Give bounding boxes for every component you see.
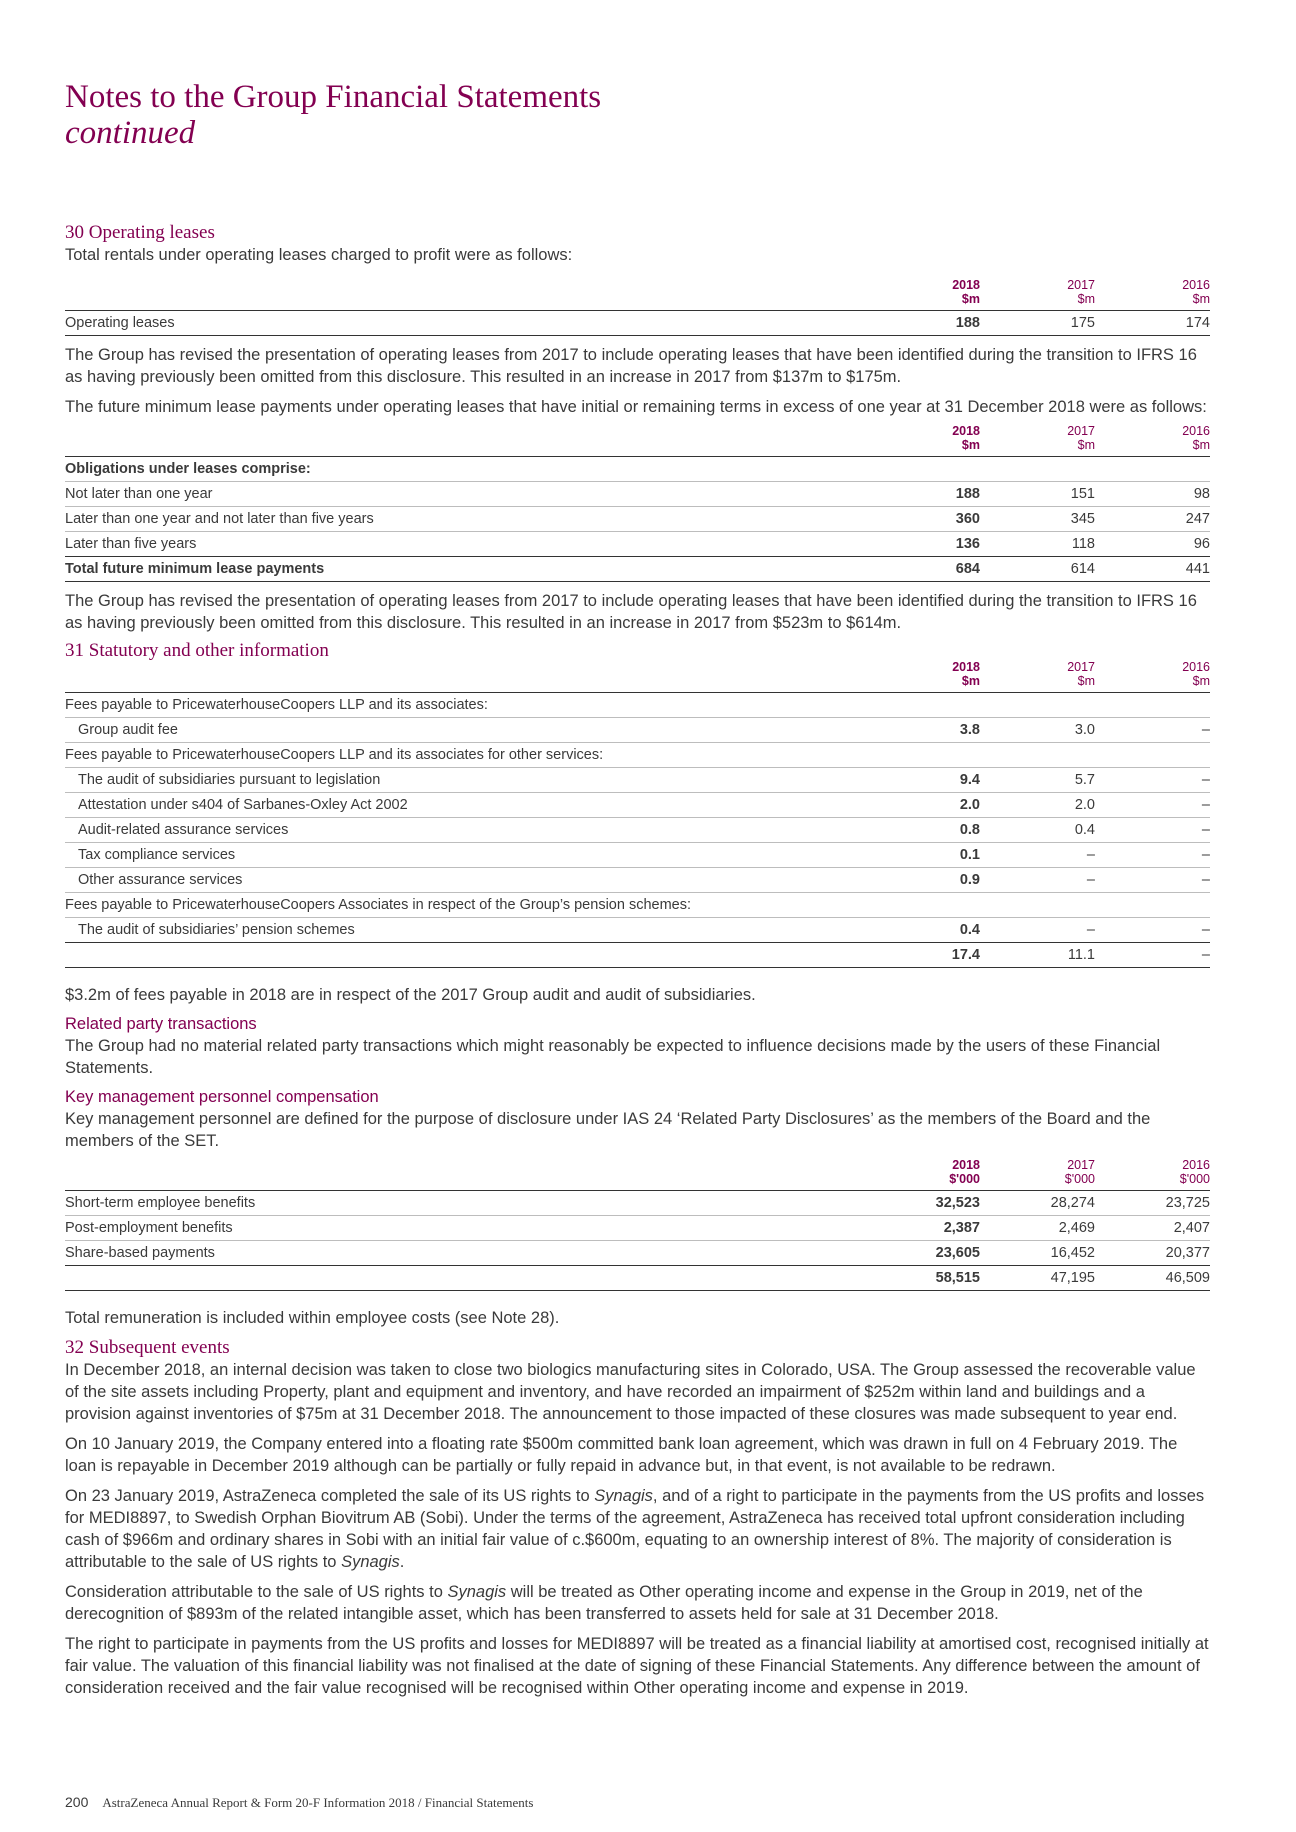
page-number: 200 xyxy=(65,1794,89,1810)
cell-2016: 247 xyxy=(1095,507,1210,532)
note-32-para-2: On 10 January 2019, the Company entered into a floating rate $500m committed bank loan agreement, which was drawn in full on 4 February 2019. The loan is repayable in December 2019 although can be partially or fully repaid in advance but, in that event, is not available to be redrawn. xyxy=(65,1435,1178,1475)
col-2018-year: 2018 xyxy=(952,278,980,292)
table-row xyxy=(65,311,1210,336)
col-2018-year: 2018 xyxy=(952,424,980,438)
cell-2017: 614 xyxy=(980,557,1095,582)
cell-2018: 2,387 xyxy=(870,1216,980,1241)
table-total-row xyxy=(65,1266,1210,1291)
cell-2018: 3.8 xyxy=(870,718,980,743)
row-label: Not later than one year xyxy=(65,482,870,507)
cell-2016: – xyxy=(1095,793,1210,818)
col-2016-unit: $m xyxy=(1192,438,1210,452)
cell-2016: – xyxy=(1095,868,1210,893)
cell-2017: 3.0 xyxy=(980,718,1095,743)
note-32-para-5: The right to participate in payments from the US profits and losses for MEDI8897 will be treated as a financial liability at amortised cost, recognised initially at fair value. The valuation of this financial liability was not finalised at the date of signing of these Financial Statements. Any difference between the amount of consideration received and the fair value recognised will be recognised within Other operating income and expense in 2019. xyxy=(65,1635,1209,1697)
cell-2016: 441 xyxy=(1095,557,1210,582)
table-row xyxy=(65,893,1210,918)
cell-2017: 2,469 xyxy=(980,1216,1095,1241)
cell-2016 xyxy=(1095,693,1210,718)
note-30-para-1: The Group has revised the presentation of operating leases from 2017 to include operating leases that have been identified during the transition to IFRS 16 as having previously been omitted from this disclosure. This resulted in an increase in 2017 from $137m to $175m. xyxy=(65,346,1197,386)
cell-2018: 684 xyxy=(870,557,980,582)
col-2017-unit: $m xyxy=(1077,674,1095,688)
row-label: Operating leases xyxy=(65,311,870,336)
table-row xyxy=(65,557,1210,582)
cell-2016: – xyxy=(1095,918,1210,943)
text-run-italic: Synagis xyxy=(594,1487,653,1505)
cell-2016: 98 xyxy=(1095,482,1210,507)
cell-2017 xyxy=(980,893,1095,918)
cell-2018: 32,523 xyxy=(870,1191,980,1216)
table-row xyxy=(65,868,1210,893)
cell-2016: – xyxy=(1095,843,1210,868)
minimum-lease-payments-table xyxy=(65,420,1210,582)
col-2016-unit: $'000 xyxy=(1179,1172,1210,1186)
row-label: Short-term employee benefits xyxy=(65,1191,870,1216)
table-row xyxy=(65,482,1210,507)
col-2018-year: 2018 xyxy=(952,1158,980,1172)
col-2017-year: 2017 xyxy=(1067,424,1095,438)
kmp-heading: Key management personnel compensation xyxy=(65,1088,379,1106)
statutory-fees-table xyxy=(65,656,1210,968)
row-label: Later than five years xyxy=(65,532,870,557)
col-2016-year: 2016 xyxy=(1182,278,1210,292)
cell-2018: 360 xyxy=(870,507,980,532)
cell-2016: – xyxy=(1095,818,1210,843)
col-2018-unit: $m xyxy=(961,292,980,306)
cell-2016: – xyxy=(1095,943,1210,968)
cell-2017: 28,274 xyxy=(980,1191,1095,1216)
table-row xyxy=(65,718,1210,743)
cell-2018: 9.4 xyxy=(870,768,980,793)
cell-2017: 0.4 xyxy=(980,818,1095,843)
cell-2017: 5.7 xyxy=(980,768,1095,793)
cell-2016: – xyxy=(1095,768,1210,793)
col-2017-unit: $'000 xyxy=(1064,1172,1095,1186)
cell-2016: 46,509 xyxy=(1095,1266,1210,1291)
cell-2018: 58,515 xyxy=(870,1266,980,1291)
cell-2017: 118 xyxy=(980,532,1095,557)
col-2017-unit: $m xyxy=(1077,438,1095,452)
cell-2018 xyxy=(870,693,980,718)
row-label: The audit of subsidiaries’ pension schemes xyxy=(65,918,870,943)
footer-text: AstraZeneca Annual Report & Form 20-F Information 2018 / Financial Statements xyxy=(102,1795,534,1810)
row-label: Obligations under leases comprise: xyxy=(65,457,870,482)
table-row xyxy=(65,793,1210,818)
table-header xyxy=(65,274,1210,311)
text-run: Consideration attributable to the sale of US rights to xyxy=(65,1583,448,1601)
cell-2018: 0.8 xyxy=(870,818,980,843)
note-30-para-2: The future minimum lease payments under operating leases that have initial or remaining terms in excess of one year at 31 December 2018 were as follows: xyxy=(65,398,1207,416)
cell-2017: 11.1 xyxy=(980,943,1095,968)
cell-2017 xyxy=(980,457,1095,482)
cell-2016: – xyxy=(1095,718,1210,743)
note-32-para-1: In December 2018, an internal decision was taken to close two biologics manufacturing sites in Colorado, USA. The Group assessed the recoverable value of the site assets including Property, plant and equipment and inventory, and have recorded an impairment of $252m within land and buildings and a provision against inventories of $75m at 31 December 2018. The announcement to those impacted of these closures was made subsequent to year end. xyxy=(65,1361,1196,1423)
text-run: , and of a right to participate in the payments from the US profits and losses for MEDI8897, to Swedish Orphan Biovitrum AB (Sobi). Under the terms of the agreement, AstraZeneca has received total upfront consideration including cash of $966m and ordinary shares in Sobi with an initial fair value of c.$600m, equating to an ownership interest of 8%. The majority of consideration is attributable to the sale of US rights to xyxy=(65,1487,1205,1571)
table-row xyxy=(65,918,1210,943)
cell-2017: – xyxy=(980,868,1095,893)
table-row xyxy=(65,1241,1210,1266)
table-total-row xyxy=(65,943,1210,968)
note-32-para-3 xyxy=(65,1485,1210,1573)
operating-leases-table xyxy=(65,274,1210,336)
cell-2018: 188 xyxy=(870,311,980,336)
cell-2016: 174 xyxy=(1095,311,1210,336)
related-party-heading: Related party transactions xyxy=(65,1015,257,1033)
row-label xyxy=(65,943,870,968)
note-30-heading: 30 Operating leases xyxy=(65,222,215,243)
cell-2016 xyxy=(1095,893,1210,918)
row-label: The audit of subsidiaries pursuant to legislation xyxy=(65,768,870,793)
cell-2017: 47,195 xyxy=(980,1266,1095,1291)
cell-2017 xyxy=(980,693,1095,718)
content xyxy=(65,222,1210,1699)
note-32-heading: 32 Subsequent events xyxy=(65,1337,230,1358)
col-2018-year: 2018 xyxy=(952,660,980,674)
row-label: Share-based payments xyxy=(65,1241,870,1266)
cell-2018: 188 xyxy=(870,482,980,507)
table-row xyxy=(65,1216,1210,1241)
col-2018-unit: $m xyxy=(961,674,980,688)
row-label: Later than one year and not later than five years xyxy=(65,507,870,532)
col-2016-year: 2016 xyxy=(1182,660,1210,674)
cell-2018: 2.0 xyxy=(870,793,980,818)
page-title: Notes to the Group Financial Statements xyxy=(65,79,602,115)
row-label: Audit-related assurance services xyxy=(65,818,870,843)
col-2017-year: 2017 xyxy=(1067,660,1095,674)
page-footer xyxy=(65,1794,533,1811)
cell-2018 xyxy=(870,457,980,482)
cell-2018: 0.1 xyxy=(870,843,980,868)
note-30-para-3: The Group has revised the presentation of operating leases from 2017 to include operating leases that have been identified during the transition to IFRS 16 as having previously been omitted from this disclosure. This resulted in an increase in 2017 from $523m to $614m. xyxy=(65,592,1197,632)
col-2016-year: 2016 xyxy=(1182,1158,1210,1172)
cell-2016: 2,407 xyxy=(1095,1216,1210,1241)
row-label: Total future minimum lease payments xyxy=(65,557,870,582)
note-32-para-4 xyxy=(65,1581,1210,1625)
cell-2017: 175 xyxy=(980,311,1095,336)
row-label: Fees payable to PricewaterhouseCoopers LLP and its associates: xyxy=(65,693,870,718)
kmp-text: Key management personnel are defined for the purpose of disclosure under IAS 24 ‘Related Party Disclosures’ as the members of the Board and the members of the SET. xyxy=(65,1110,1151,1150)
text-run: . xyxy=(399,1553,405,1571)
col-2018-unit: $m xyxy=(961,438,980,452)
col-2016-unit: $m xyxy=(1192,292,1210,306)
table-row xyxy=(65,532,1210,557)
table-row xyxy=(65,818,1210,843)
col-2017-year: 2017 xyxy=(1067,278,1095,292)
cell-2017: – xyxy=(980,843,1095,868)
cell-2018 xyxy=(870,893,980,918)
kmp-compensation-table xyxy=(65,1154,1210,1291)
table-header xyxy=(65,1154,1210,1191)
row-label: Group audit fee xyxy=(65,718,870,743)
note-30-intro: Total rentals under operating leases charged to profit were as follows: xyxy=(65,246,573,264)
row-label: Attestation under s404 of Sarbanes-Oxley Act 2002 xyxy=(65,793,870,818)
cell-2017: 151 xyxy=(980,482,1095,507)
table-row xyxy=(65,507,1210,532)
col-2016-unit: $m xyxy=(1192,674,1210,688)
row-label: Post-employment benefits xyxy=(65,1216,870,1241)
text-run: On 23 January 2019, AstraZeneca completed the sale of its US rights to xyxy=(65,1487,595,1505)
row-label: Tax compliance services xyxy=(65,843,870,868)
row-label: Fees payable to PricewaterhouseCoopers LLP and its associates for other services: xyxy=(65,743,870,768)
table-row xyxy=(65,743,1210,768)
col-2018-unit: $'000 xyxy=(949,1172,980,1186)
col-2017-year: 2017 xyxy=(1067,1158,1095,1172)
col-2017-unit: $m xyxy=(1077,292,1095,306)
table-row xyxy=(65,1191,1210,1216)
cell-2017: 16,452 xyxy=(980,1241,1095,1266)
cell-2017: 345 xyxy=(980,507,1095,532)
table-row xyxy=(65,693,1210,718)
cell-2017: – xyxy=(980,918,1095,943)
row-label: Fees payable to PricewaterhouseCoopers Associates in respect of the Group’s pension schemes: xyxy=(65,893,870,918)
table-row xyxy=(65,457,1210,482)
cell-2018: 136 xyxy=(870,532,980,557)
table-row xyxy=(65,768,1210,793)
row-label: Other assurance services xyxy=(65,868,870,893)
kmp-note: Total remuneration is included within employee costs (see Note 28). xyxy=(65,1309,560,1327)
row-label xyxy=(65,1266,870,1291)
cell-2016 xyxy=(1095,457,1210,482)
table-header xyxy=(65,420,1210,457)
col-2016-year: 2016 xyxy=(1182,424,1210,438)
cell-2018 xyxy=(870,743,980,768)
text-run-italic: Synagis xyxy=(447,1583,507,1601)
cell-2017: 2.0 xyxy=(980,793,1095,818)
related-party-text: The Group had no material related party transactions which might reasonably be expected to influence decisions made by the users of these Financial Statements. xyxy=(65,1037,1161,1077)
cell-2017 xyxy=(980,743,1095,768)
note-31-heading: 31 Statutory and other information xyxy=(65,640,329,661)
cell-2018: 0.4 xyxy=(870,918,980,943)
cell-2016: 96 xyxy=(1095,532,1210,557)
cell-2016: 23,725 xyxy=(1095,1191,1210,1216)
cell-2016 xyxy=(1095,743,1210,768)
text-run: will be treated as Other operating income and expense in the Group in 2019, net of the derecognition of $893m of the related intangible asset, which has been transferred to assets held for sale at 31 December 2018. xyxy=(65,1583,1143,1623)
note-31-fees-note: $3.2m of fees payable in 2018 are in respect of the 2017 Group audit and audit of subsidiaries. xyxy=(65,986,756,1004)
table-row xyxy=(65,843,1210,868)
cell-2018: 23,605 xyxy=(870,1241,980,1266)
text-run-italic: Synagis xyxy=(341,1553,400,1571)
cell-2018: 17.4 xyxy=(870,943,980,968)
cell-2016: 20,377 xyxy=(1095,1241,1210,1266)
page-subtitle: continued xyxy=(65,115,196,151)
cell-2018: 0.9 xyxy=(870,868,980,893)
